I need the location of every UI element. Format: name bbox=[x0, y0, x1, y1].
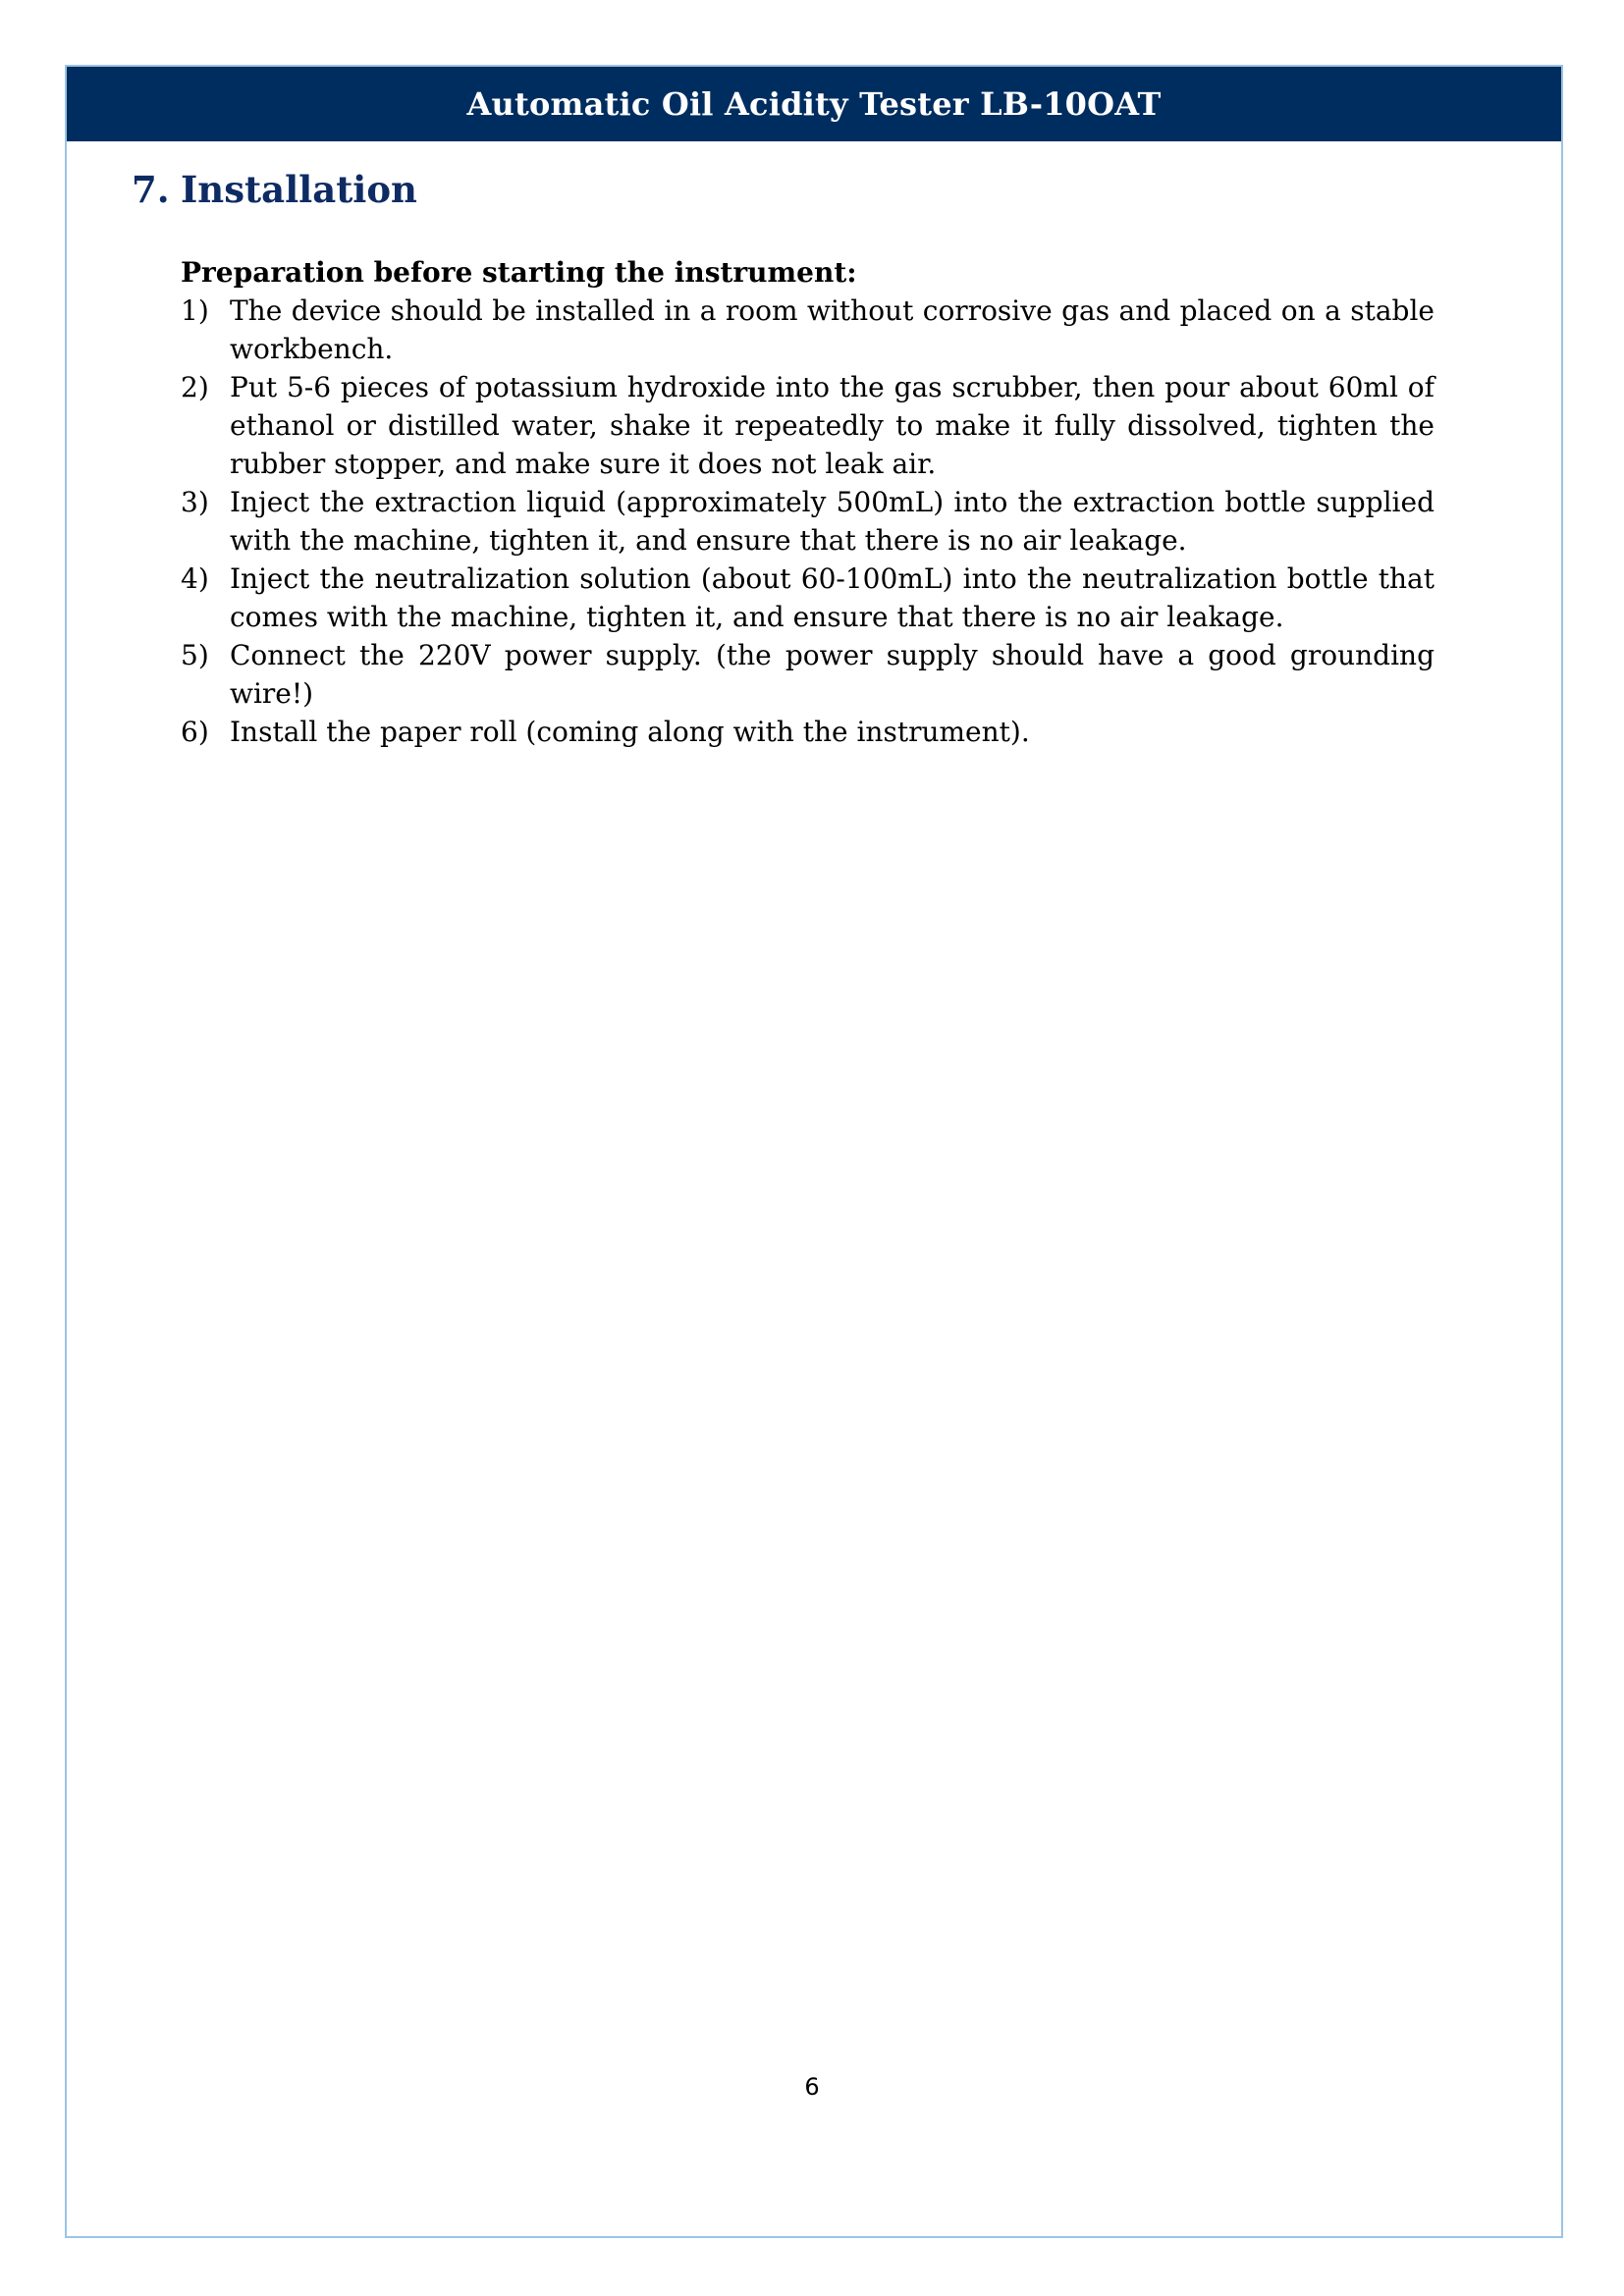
page-number: 6 bbox=[804, 2073, 820, 2101]
step-text: Connect the 220V power supply. (the power supply should have a good grounding wire!) bbox=[230, 639, 1435, 710]
step-text: Inject the extraction liquid (approximately 500mL) into the extraction bottle supplied with the machine, tighten it, and ensure that there is no air leakage. bbox=[230, 486, 1435, 557]
step-number: 4) bbox=[181, 562, 209, 595]
step-text: Inject the neutralization solution (about 60-100mL) into the neutralization bottle that comes with the machine, tighten it, and ensure that there is no air leakage. bbox=[230, 562, 1435, 633]
section-number: 7. bbox=[132, 168, 170, 211]
step-text: Put 5-6 pieces of potassium hydroxide into the gas scrubber, then pour about 60ml of ethanol or distilled water, shake it repeatedly to make it fully dissolved, tighten the rubber stopper, and make sure it does not leak air. bbox=[230, 371, 1435, 480]
section-title: Installation bbox=[181, 168, 417, 211]
step-item bbox=[181, 636, 1435, 713]
step-number: 2) bbox=[181, 371, 209, 403]
step-item bbox=[181, 713, 1435, 751]
step-number: 5) bbox=[181, 639, 209, 671]
header-bar bbox=[67, 67, 1561, 141]
section-heading bbox=[132, 168, 417, 211]
step-number: 6) bbox=[181, 716, 209, 748]
step-text: Install the paper roll (coming along with the instrument). bbox=[230, 716, 1030, 748]
installation-content bbox=[181, 253, 1435, 751]
step-item bbox=[181, 292, 1435, 368]
document-title: Automatic Oil Acidity Tester LB-10OAT bbox=[466, 85, 1162, 123]
step-text: The device should be installed in a room without corrosive gas and placed on a stable workbench. bbox=[230, 294, 1435, 365]
step-item bbox=[181, 560, 1435, 636]
preparation-heading: Preparation before starting the instrument: bbox=[181, 256, 857, 289]
step-number: 3) bbox=[181, 486, 209, 518]
step-number: 1) bbox=[181, 294, 209, 327]
step-item bbox=[181, 368, 1435, 483]
step-item bbox=[181, 483, 1435, 560]
